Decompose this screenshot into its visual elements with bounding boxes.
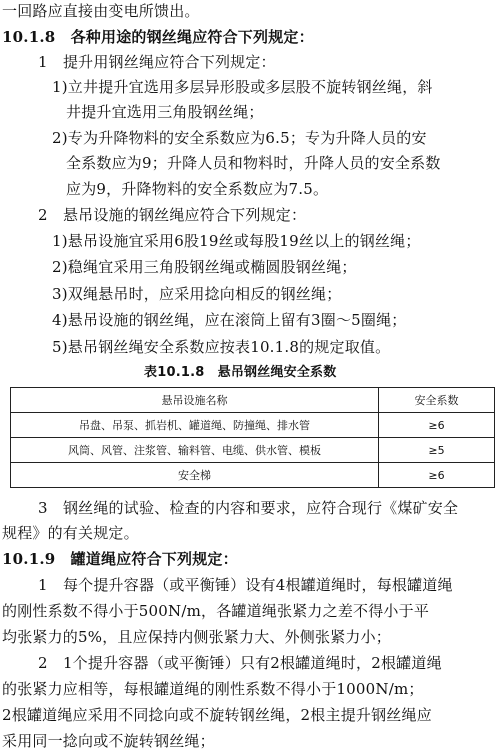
table-row	[11, 463, 495, 488]
safety-factor-table	[10, 387, 495, 488]
table-header-cell: 悬吊设施名称	[11, 388, 379, 413]
text-line: 5)悬吊钢丝绳安全系数应按表10.1.8的规定取值。	[52, 338, 391, 356]
text-line: 的张紧力应相等，每根罐道绳的刚性系数不得小于1000N/m；	[2, 680, 424, 698]
table-row	[11, 438, 495, 463]
table-header-cell: 安全系数	[379, 388, 495, 413]
clause-heading-10-1-8: 10.1.8 各种用途的钢丝绳应符合下列规定：	[2, 28, 314, 46]
text-line: 一回路应直接由变电所馈出。	[2, 2, 200, 20]
text-line: 全系数应为9；升降人员和物料时，升降人员的安全系数	[66, 154, 441, 172]
table-cell: ≥6	[379, 463, 495, 488]
text-line: 均张紧力的5%，且应保持内侧张紧力大、外侧张紧力小；	[2, 628, 391, 646]
text-line: 井提升宜选用三角股钢丝绳；	[66, 103, 264, 121]
text-line: 1 每个提升容器（或平衡锤）设有4根罐道绳时，每根罐道绳	[38, 576, 453, 594]
table-caption: 表10.1.8 悬吊钢丝绳安全系数	[144, 365, 337, 380]
table-cell: ≥5	[379, 438, 495, 463]
table-row	[11, 413, 495, 438]
item-2-heading: 2 悬吊设施的钢丝绳应符合下列规定：	[38, 206, 307, 224]
item-1-heading: 1 提升用钢丝绳应符合下列规定：	[38, 53, 276, 71]
item-3-text: 3 钢丝绳的试验、检查的内容和要求，应符合现行《煤矿安全	[38, 499, 459, 517]
table-cell: ≥6	[379, 413, 495, 438]
text-line: 1)悬吊设施宜采用6股19丝或每股19丝以上的钢丝绳；	[52, 232, 421, 250]
text-line: 2)专为升降物料的安全系数应为6.5；专为升降人员的安	[52, 129, 427, 147]
text-line: 规程》的有关规定。	[2, 524, 139, 542]
text-line: 4)悬吊设施的钢丝绳，应在滚筒上留有3圈～5圈绳；	[52, 311, 407, 329]
table-cell: 吊盘、吊泵、抓岩机、罐道绳、防撞绳、排水管	[11, 413, 379, 438]
table-cell: 安全梯	[11, 463, 379, 488]
text-line: 应为9，升降物料的安全系数应为7.5。	[66, 180, 329, 198]
text-line: 2)稳绳宜采用三角股钢丝绳或椭圆股钢丝绳；	[52, 258, 357, 276]
text-line: 2根罐道绳应采用不同捻向或不旋转钢丝绳，2根主提升钢丝绳应	[2, 706, 432, 724]
table-header-row	[11, 388, 495, 413]
text-line: 采用同一捻向或不旋转钢丝绳；	[2, 732, 215, 750]
text-line: 1)立井提升宜选用多层异形股或多层股不旋转钢丝绳，斜	[52, 78, 433, 96]
table-cell: 风筒、风管、注浆管、输料管、电缆、供水管、模板	[11, 438, 379, 463]
text-line: 3)双绳悬吊时，应采用捻向相反的钢丝绳；	[52, 285, 342, 303]
text-line: 的刚性系数不得小于500N/m，各罐道绳张紧力之差不得小于平	[2, 602, 430, 620]
clause-heading-10-1-9: 10.1.9 罐道绳应符合下列规定：	[2, 550, 238, 568]
text-line: 2 1个提升容器（或平衡锤）只有2根罐道绳时，2根罐道绳	[38, 654, 442, 672]
